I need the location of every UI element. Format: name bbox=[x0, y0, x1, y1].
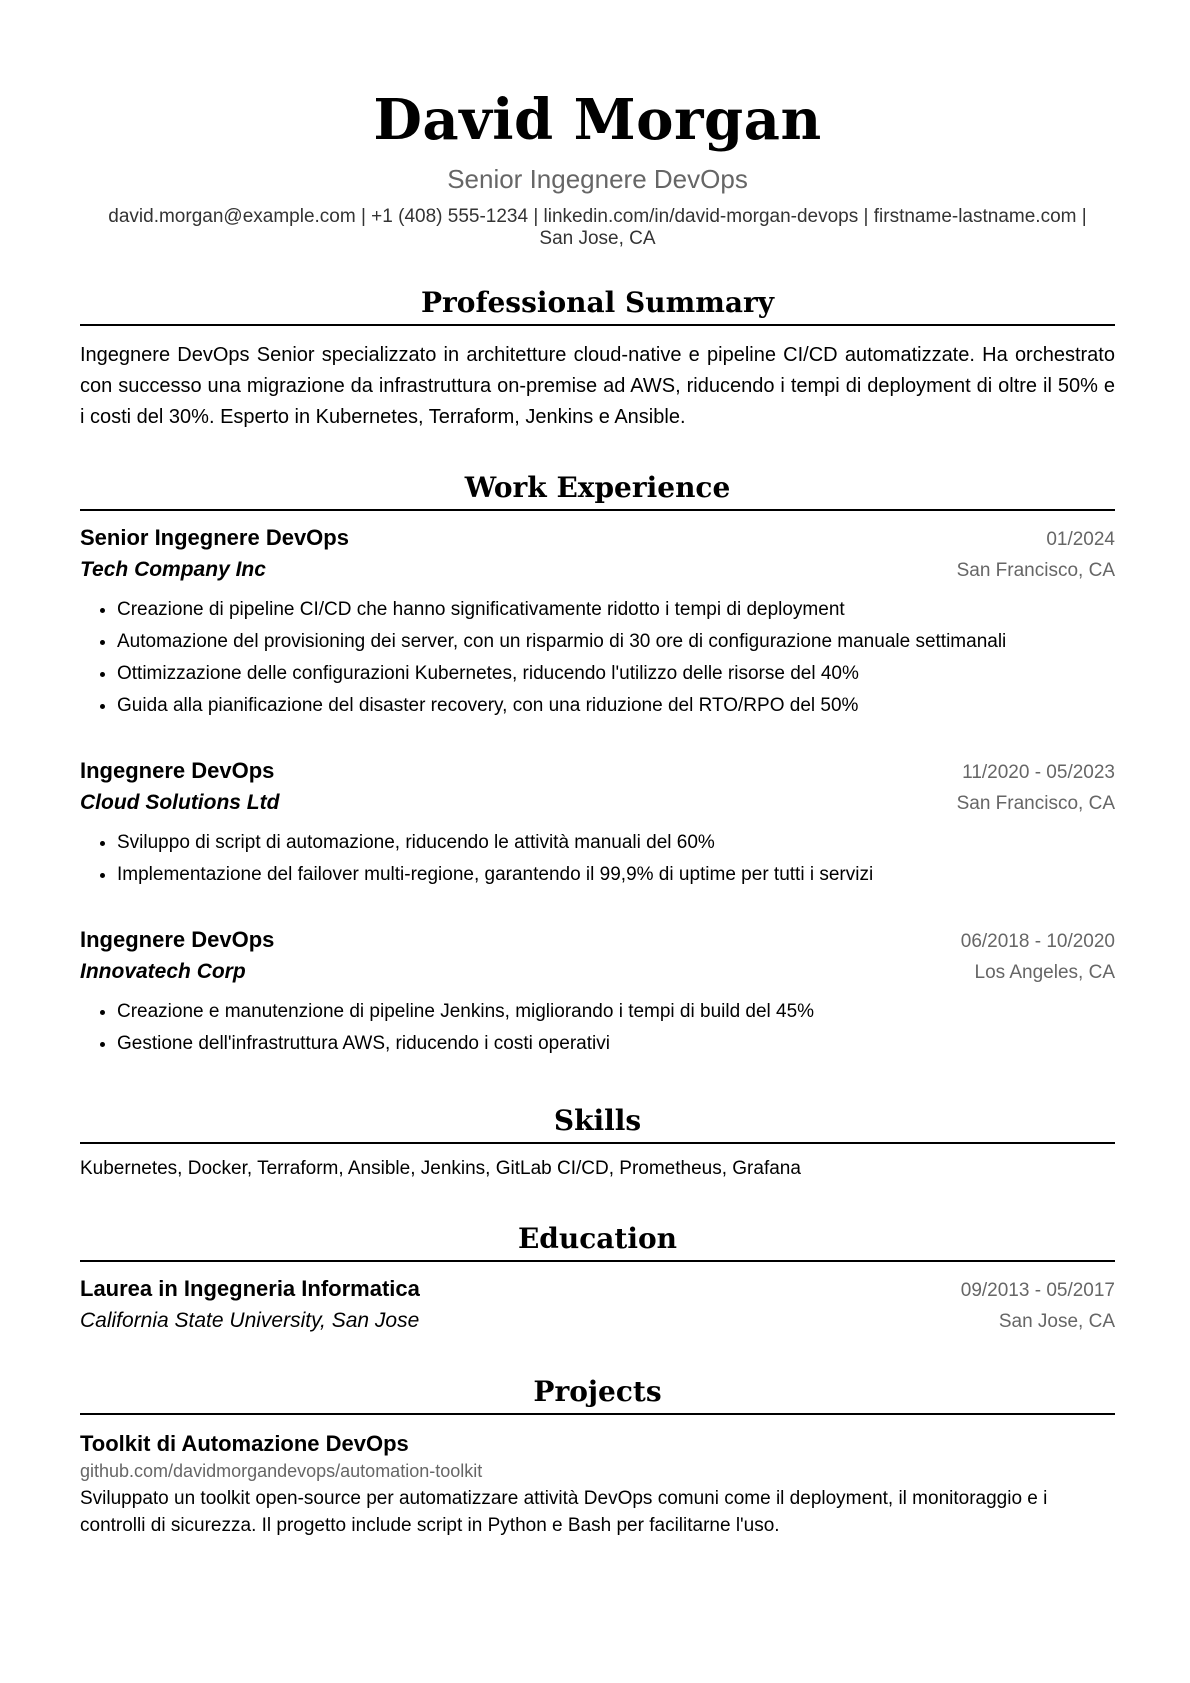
skills-heading: Skills bbox=[553, 1104, 642, 1137]
candidate-name: David Morgan bbox=[373, 87, 822, 153]
job-date: 01/2024 bbox=[1046, 529, 1115, 550]
candidate-title: Senior Ingegnere DevOps bbox=[447, 164, 748, 194]
education-heading: Education bbox=[517, 1222, 678, 1255]
experience-heading: Work Experience bbox=[464, 471, 731, 504]
project-description: Sviluppato un toolkit open-source per automatizzare attività DevOps comuni come il deployment, il monitoraggio e i controlli di sicurezza. Il progetto include script in Python e Bash per facilitarne l'uso. bbox=[80, 1488, 1048, 1536]
contact-line-1: david.morgan@example.com | +1 (408) 555-1234 | linkedin.com/in/david-morgan-devops | firstname-lastname.com | bbox=[108, 206, 1087, 227]
job-location: San Francisco, CA bbox=[956, 793, 1115, 814]
projects-section bbox=[80, 1375, 1115, 1539]
job-title: Ingegnere DevOps bbox=[80, 927, 275, 952]
job-company: Tech Company Inc bbox=[80, 558, 266, 581]
job-entry bbox=[80, 523, 1115, 722]
job-bullet: • Gestione dell'infrastruttura AWS, riducendo i costi operativi bbox=[117, 1028, 1115, 1060]
education-degree: Laurea in Ingegneria Informatica bbox=[80, 1276, 420, 1301]
job-location: San Francisco, CA bbox=[956, 560, 1115, 581]
job-company: Cloud Solutions Ltd bbox=[80, 791, 280, 814]
summary-section bbox=[80, 286, 1115, 433]
job-bullet: • Creazione di pipeline CI/CD che hanno significativamente ridotto i tempi di deployment bbox=[117, 594, 1115, 626]
job-bullet: • Creazione e manutenzione di pipeline Jenkins, migliorando i tempi di build del 45% bbox=[117, 996, 1115, 1028]
job-date: 06/2018 - 10/2020 bbox=[960, 931, 1115, 952]
summary-heading: Professional Summary bbox=[420, 286, 775, 319]
contact-info bbox=[80, 206, 1115, 250]
projects-heading: Projects bbox=[533, 1375, 662, 1408]
job-date: 11/2020 - 05/2023 bbox=[962, 762, 1115, 783]
experience-divider bbox=[80, 509, 1115, 511]
job-bullet: • Implementazione del failover multi-regione, garantendo il 99,9% di uptime per tutti i servizi bbox=[117, 859, 1115, 891]
education-section bbox=[80, 1222, 1115, 1337]
education-date: 09/2013 - 05/2017 bbox=[960, 1280, 1115, 1301]
job-bullet: • Ottimizzazione delle configurazioni Kubernetes, riducendo l'utilizzo delle risorse del 40% bbox=[117, 658, 1115, 690]
job-bullet: • Sviluppo di script di automazione, riducendo le attività manuali del 60% bbox=[117, 827, 1115, 859]
resume-page bbox=[80, 0, 1115, 1539]
job-bullet: • Guida alla pianificazione del disaster recovery, con una riduzione del RTO/RPO del 50% bbox=[117, 690, 1115, 722]
job-bullets bbox=[80, 996, 1115, 1060]
job-bullet: • Automazione del provisioning dei server, con un risparmio di 30 ore di configurazione manuale settimanali bbox=[117, 626, 1115, 658]
education-school: California State University, San Jose bbox=[80, 1309, 420, 1332]
job-bullets bbox=[80, 827, 1115, 891]
job-entry bbox=[80, 756, 1115, 891]
skills-section bbox=[80, 1104, 1115, 1182]
education-location: San Jose, CA bbox=[998, 1311, 1115, 1332]
education-divider bbox=[80, 1260, 1115, 1262]
job-entry bbox=[80, 925, 1115, 1060]
skills-text: Kubernetes, Docker, Terraform, Ansible, Jenkins, GitLab CI/CD, Prometheus, Grafana bbox=[80, 1158, 801, 1179]
contact-line-2: San Jose, CA bbox=[539, 228, 656, 249]
job-bullets bbox=[80, 594, 1115, 722]
summary-divider bbox=[80, 324, 1115, 326]
job-location: Los Angeles, CA bbox=[974, 962, 1115, 983]
project-title: Toolkit di Automazione DevOps bbox=[80, 1431, 409, 1456]
projects-divider bbox=[80, 1413, 1115, 1415]
project-link[interactable]: github.com/davidmorgandevops/automation-toolkit bbox=[80, 1461, 483, 1481]
experience-section bbox=[80, 471, 1115, 1060]
skills-divider bbox=[80, 1142, 1115, 1144]
job-title: Ingegnere DevOps bbox=[80, 758, 275, 783]
job-title: Senior Ingegnere DevOps bbox=[80, 525, 349, 550]
summary-text: Ingegnere DevOps Senior specializzato in architetture cloud-native e pipeline CI/CD automatizzate. Ha orchestrato con successo una migrazione da infrastruttura on-premise ad AWS, riducendo i tempi di deployment di oltre il 50% e i costi del 30%. Esperto in Kubernetes, Terraform, Jenkins e Ansible. bbox=[80, 344, 1115, 428]
job-company: Innovatech Corp bbox=[80, 960, 246, 983]
